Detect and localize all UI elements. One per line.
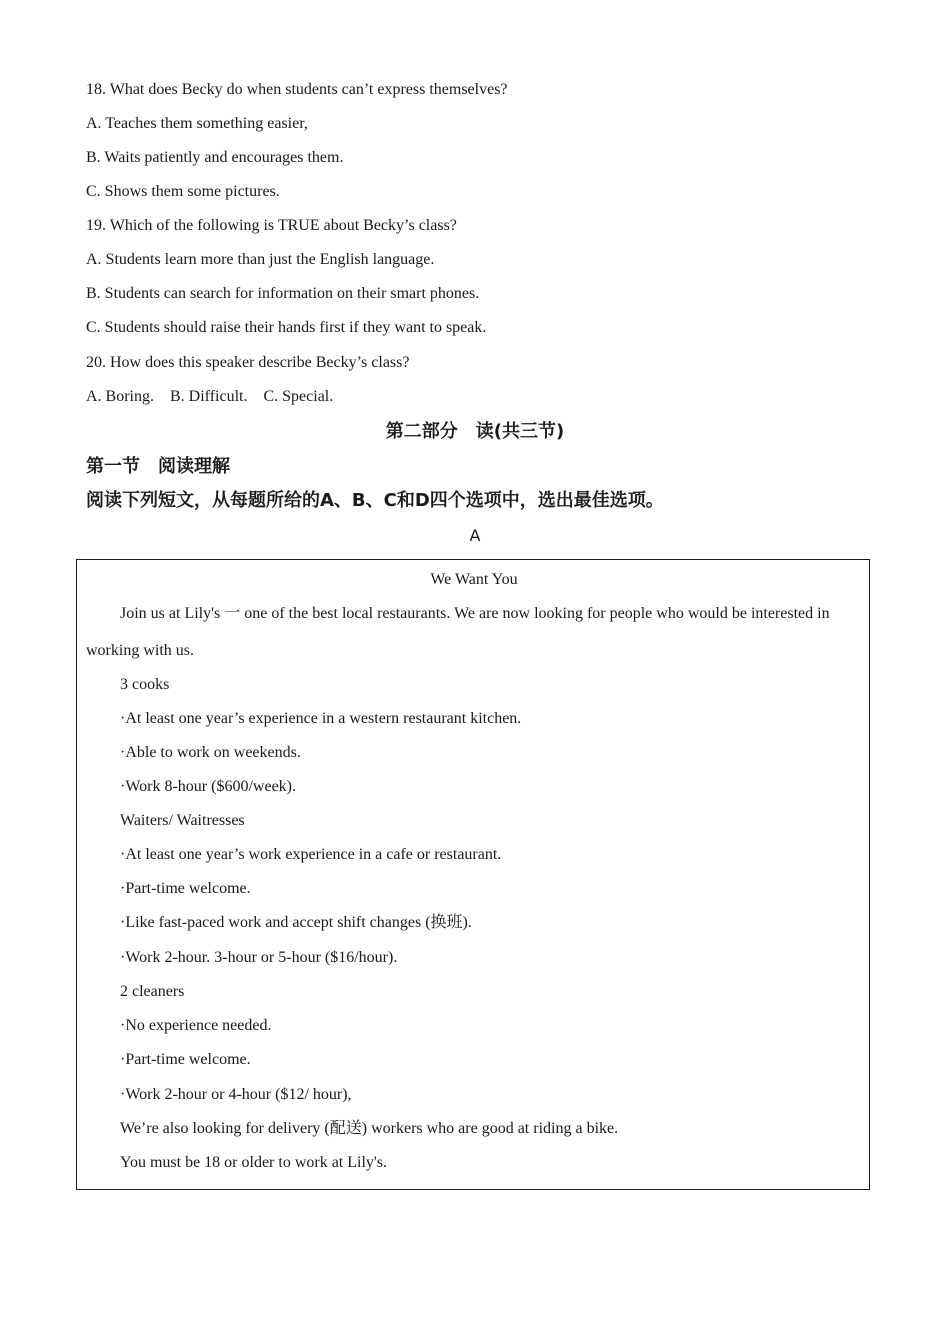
waiters-requirement: ·Part-time welcome. (120, 880, 251, 897)
cooks-requirement: ·At least one year’s experience in a western restaurant kitchen. (120, 710, 522, 727)
intro-text-line-1: Join us at Lily's 一 one of the best local restaurants. We are now looking for people who would be interested in (120, 605, 830, 622)
section-one-title: 第一节 阅读理解 (86, 456, 230, 477)
cooks-requirement: ·Work 8-hour ($600/week). (120, 778, 296, 795)
question-19-stem: 19. Which of the following is TRUE about Becky’s class? (86, 217, 457, 234)
cleaners-requirement: ·Work 2-hour or 4-hour ($12/ hour), (120, 1086, 352, 1103)
cleaners-requirement: ·Part-time welcome. (120, 1051, 251, 1068)
waiters-requirement: ·Work 2-hour. 3-hour or 5-hour ($16/hour). (120, 949, 398, 966)
age-requirement: You must be 18 or older to work at Lily's. (120, 1154, 388, 1171)
question-18-option-c: C. Shows them some pictures. (86, 183, 280, 200)
cooks-requirement: ·Able to work on weekends. (120, 744, 301, 761)
advertisement-box (76, 559, 870, 1190)
waiters-requirement: ·Like fast-paced work and accept shift changes (换班). (120, 914, 472, 931)
question-18-stem: 18. What does Becky do when students can’t express themselves? (86, 81, 508, 98)
question-18-option-a: A. Teaches them something easier, (86, 115, 308, 132)
question-20-options: A. Boring. B. Difficult. C. Special. (86, 388, 334, 405)
delivery-note: We’re also looking for delivery (配送) workers who are good at riding a bike. (120, 1120, 619, 1137)
question-19-option-c: C. Students should raise their hands first if they want to speak. (86, 319, 487, 336)
cooks-heading: 3 cooks (120, 676, 170, 693)
cleaners-heading: 2 cleaners (120, 983, 185, 1000)
reading-instructions: 阅读下列短文，从每题所给的A、B、C和D四个选项中，选出最佳选项。 (86, 490, 664, 511)
waiters-heading: Waiters/ Waitresses (120, 812, 245, 829)
waiters-requirement: ·At least one year’s work experience in a cafe or restaurant. (120, 846, 502, 863)
question-18-option-b: B. Waits patiently and encourages them. (86, 149, 344, 166)
passage-letter: A (469, 526, 481, 545)
question-20-stem: 20. How does this speaker describe Becky’s class? (86, 354, 410, 371)
intro-text-line-2: working with us. (86, 642, 194, 659)
cleaners-requirement: ·No experience needed. (120, 1017, 272, 1034)
advertisement-title: We Want You (430, 571, 518, 588)
question-19-option-b: B. Students can search for information on their smart phones. (86, 285, 480, 302)
question-19-option-a: A. Students learn more than just the English language. (86, 251, 435, 268)
part-two-title: 第二部分 读(共三节) (385, 421, 565, 442)
